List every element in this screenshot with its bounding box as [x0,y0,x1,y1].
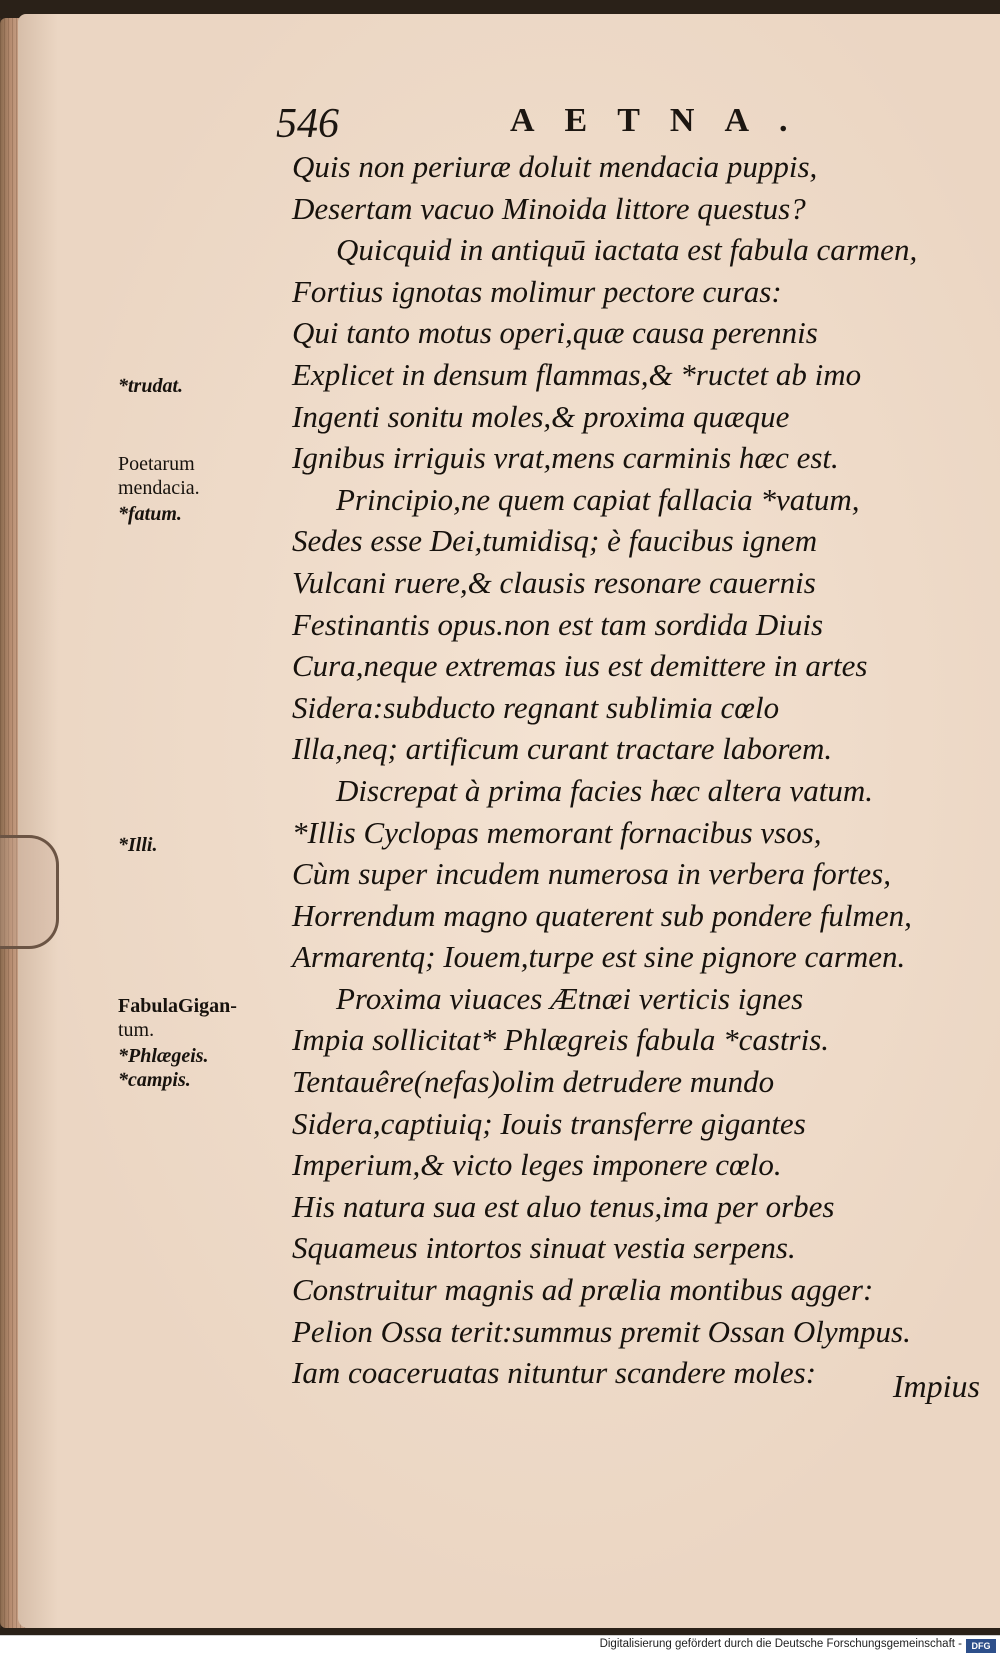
verse-line: Festinantis opus.non est tam sordida Diuis [292,606,824,642]
marginal-note: FabulaGigan- [118,995,237,1017]
verse-line: Cùm super incudem numerosa in verbera fortes, [292,856,891,892]
verse-line: Desertam vacuo Minoida littore questus? [292,190,806,226]
marginal-note: *campis. [118,1069,191,1091]
verse-line: Iam coaceruatas nituntur scandere moles: [292,1355,817,1391]
verse-line: Armarentq; Iouem,turpe est sine pignore carmen. [292,939,906,975]
marginal-note: *trudat. [118,375,184,397]
verse-line: Fortius ignotas molimur pectore curas: [292,273,782,309]
verse-line: Discrepat à prima facies hæc altera vatum. [336,772,873,808]
verse-line: Squameus intortos sinuat vestia serpens. [292,1230,796,1266]
catchword: Impius [892,1368,980,1404]
verse-line: Sidera,captiuiq; Iouis transferre gigantes [292,1105,806,1141]
marginal-note: Poetarum [118,453,195,475]
marginal-note: mendacia. [118,477,200,499]
dfg-logo-icon: DFG [966,1639,996,1653]
verse-line: His natura sua est aluo tenus,ima per orbes [292,1188,835,1224]
verse-line: Horrendum magno quaterent sub pondere fulmen, [292,897,912,933]
verse-line: Explicet in densum flammas,& *ructet ab imo [292,356,862,392]
marginal-note: tum. [118,1019,155,1041]
marginal-note: *Phlægeis. [118,1045,209,1067]
verse-line: Pelion Ossa terit:summus premit Ossan Olympus. [292,1313,911,1349]
page-clip [0,835,59,949]
page-number: 546 [276,101,339,147]
verse-line: Sidera:subducto regnant sublimia cœlo [292,689,780,725]
running-title: AETNA. [510,102,818,139]
verse-line: *Illis Cyclopas memorant fornacibus vsos, [292,814,822,850]
funding-credit: Digitalisierung gefördert durch die Deutsche Forschungsgemeinschaft - [599,1638,962,1650]
verse-text-block [292,146,992,1394]
verse-line: Principio,ne quem capiat fallacia *vatum, [336,481,860,517]
marginal-note: *fatum. [118,503,182,525]
verse-line: Construitur magnis ad prælia montibus agger: [292,1272,874,1308]
verse-line: Quicquid in antiquū iactata est fabula carmen, [336,232,918,268]
verse-line: Illa,neq; artificum curant tractare laborem. [292,731,833,767]
verse-line: Quis non periuræ doluit mendacia puppis, [292,149,818,184]
verse-line: Cura,neque extremas ius est demittere in artes [292,648,868,684]
verse-line: Qui tanto motus operi,quæ causa perennis [292,315,818,351]
verse-line: Impia sollicitat* Phlægreis fabula *castris. [292,1022,830,1058]
footer-bar [0,1635,1000,1656]
verse-line: Ingenti sonitu moles,& proxima quæque [292,398,790,434]
verse-line: Vulcani ruere,& clausis resonare cauernis [292,564,816,600]
verse-line: Ignibus irriguis vrat,mens carminis hæc est. [292,440,839,476]
verse-line: Imperium,& victo leges imponere cœlo. [292,1147,782,1183]
verse-line: Proxima viuaces Ætnæi verticis ignes [336,980,804,1016]
verse-line: Tentauêre(nefas)olim detrudere mundo [292,1064,775,1100]
marginal-note: *Illi. [118,834,158,856]
verse-line: Sedes esse Dei,tumidisq; è faucibus ignem [292,523,818,559]
